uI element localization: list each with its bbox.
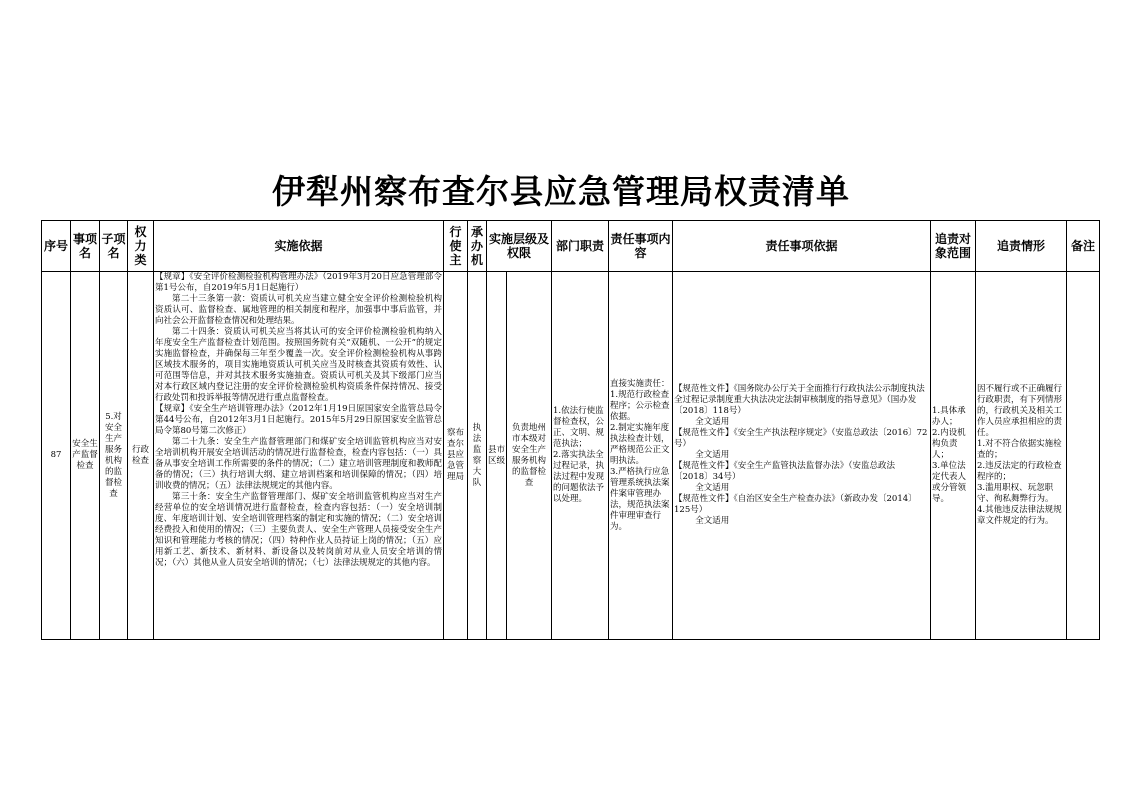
basis-paragraph: 【规章】《安全生产培训管理办法》（2012年1月19日原国家安全监管总局令第44号公布，自2012年3月1日起施行。2015年5月29日原国家安全监管总局令第80号第二次修正）: [155, 404, 442, 436]
header-account-scope: 追责对象范围: [931, 221, 976, 272]
header-row: [42, 221, 1100, 272]
header-power-type: 权力类: [128, 221, 154, 272]
row-basis: [154, 272, 444, 640]
row-duty: 1.依法行使监督检查权，公正、文明、规范执法； 2.落实执法全过程记录，执法过程中发现的问题依法予以处理。: [552, 272, 609, 640]
basis-paragraphs: [155, 272, 442, 638]
row-power-type: 行政检查: [128, 272, 154, 640]
row-level-desc: 负责地州市本级对安全生产服务机构的监督检查: [507, 272, 552, 640]
header-account-case: 追责情形: [976, 221, 1067, 272]
page-title: 伊犁州察布查尔县应急管理局权责清单: [272, 172, 850, 211]
basis-paragraph: 第三十条：安全生产监督管理部门、煤矿安全培训监管机构应当对生产经营单位的安全培训情况进行监督检查，检查内容包括：（一）安全培训制度、年度培训计划、安全培训管理档案的制定和实施的情况；（二）安全培训经费投入和使用的情况；（三）主要负责人、安全生产管理人员接受安全生产知识和管理能力考核的情况；（四）特种作业人员持证上岗的情况；（五）应用新工艺、新技术、新材料、新设备以及转岗前对从业人员安全培训的情况；（六）其他从业人员安全培训的情况；（七）法律法规规定的其他内容。: [155, 492, 442, 568]
header-basis: 实施依据: [154, 221, 444, 272]
row-undertaker: 执法监察大队: [468, 272, 487, 640]
row-subject: 察布查尔县应急管理局: [444, 272, 468, 640]
basis-paragraph: 第二十九条：安全生产监督管理部门和煤矿安全培训监管机构应当对安全培训机构开展安全培训活动的情况进行监督检查，检查内容包括：（一）具备从事安全培训工作所需要的条件的情况；（二）建立培训管理制度和教师配备的情况；（三）执行培训大纲、建立培训档案和培训保障的情况；（四）培训收费的情况；（五）法律法规规定的其他内容。: [155, 437, 442, 491]
table-row: [42, 272, 1100, 640]
row-account-scope: 1.具体承办人； 2.内设机构负责人； 3.单位法定代表人或分管领导。: [931, 272, 976, 640]
header-seq: 序号: [42, 221, 71, 272]
header-resp-basis: 责任事项依据: [673, 221, 931, 272]
header-sub-item-name: 子项名: [100, 221, 128, 272]
header-note: 备注: [1067, 221, 1100, 272]
header-level: 实施层级及权限: [487, 221, 552, 272]
header-item-name: 事项名: [71, 221, 100, 272]
resp-basis-paragraph: 全文适用: [695, 417, 730, 427]
resp-basis-paragraph: 【规范性文件】《安全生产执法程序规定》（安监总政法〔2016〕72号）: [674, 428, 928, 449]
resp-basis-paragraph: 【规范性文件】《自治区安全生产检查办法》（新政办发〔2014〕125号）: [674, 494, 917, 515]
header-duty: 部门职责: [552, 221, 609, 272]
row-resp-basis: [673, 272, 931, 640]
header-resp-content: 责任事项内容: [609, 221, 673, 272]
row-item-name: 安全生产监督检查: [71, 272, 100, 640]
row-level-region: 县市区级: [487, 272, 507, 640]
authority-table: [41, 220, 1100, 640]
resp-basis-paragraph: 【规范性文件】《国务院办公厅关于全面推行行政执法公示制度执法全过程记录制度重大执法决定法制审核制度的指导意见》（国办发〔2018〕118号）: [674, 384, 925, 416]
header-undertaker: 承办机: [468, 221, 487, 272]
resp-basis-paragraph: 【规范性文件】《安全生产监管执法监督办法》（安监总政法〔2018〕34号）: [674, 461, 896, 482]
basis-paragraph: 【规章】《安全评价检测检验机构管理办法》（2019年3月20日应急管理部令第1号公布，自2019年5月1日起施行）: [155, 272, 442, 293]
resp-basis-paragraph: 全文适用: [695, 516, 730, 526]
row-account-case: 因不履行或不正确履行行政职责，有下列情形的，行政机关及相关工作人员应承担相应的责任。 1.对不符合依据实施检查的； 2.违反法定的行政检查程序的； 3.滥用职权、玩忽职守、徇私舞弊行为。 4.其他违反法律法规规章文件规定的行为。: [976, 272, 1067, 640]
row-resp-content: 直接实施责任： 1.规范行政检查程序；公示检查依据。 2.制定实施年度执法检查计划，严格规范公正文明执法。 3.严格执行应急管理系统执法案件案审管理办法，规范执法案件审理审查行为。: [609, 272, 673, 640]
row-seq: 87: [42, 272, 71, 640]
resp-basis-paragraph: 全文适用: [695, 450, 730, 460]
row-sub-item-name: 5.对安全生产服务机构的监督检查: [100, 272, 128, 640]
basis-paragraph: 第二十四条：资质认可机关应当将其认可的安全评价检测检验机构纳入年度安全生产监督检查计划范围。按照国务院有关“双随机、一公开”的规定实施监督检查，并确保每三年至少覆盖一次。安全评价检测检验机构从事跨区域技术服务的，项目实施地资质认可机关应当及时核查其资质有效性、认可范围等信息，并对其技术服务实施抽查。资质认可机关及其下级部门应当对本行政区域内登记注册的安全评价检测检验机构资质条件保持情况、接受行政处罚和投诉举报等情况进行重点监督检查。: [155, 327, 442, 403]
header-subject: 行使主: [444, 221, 468, 272]
row-note: [1067, 272, 1100, 640]
basis-paragraph: 第二十三条第一款：资质认可机关应当建立健全安全评价检测检验机构资质认可、监督检查、属地管理的相关制度和程序，加强事中事后监管，并向社会公开监督检查情况和处理结果。: [155, 294, 442, 326]
resp-basis-paragraph: 全文适用: [695, 483, 730, 493]
